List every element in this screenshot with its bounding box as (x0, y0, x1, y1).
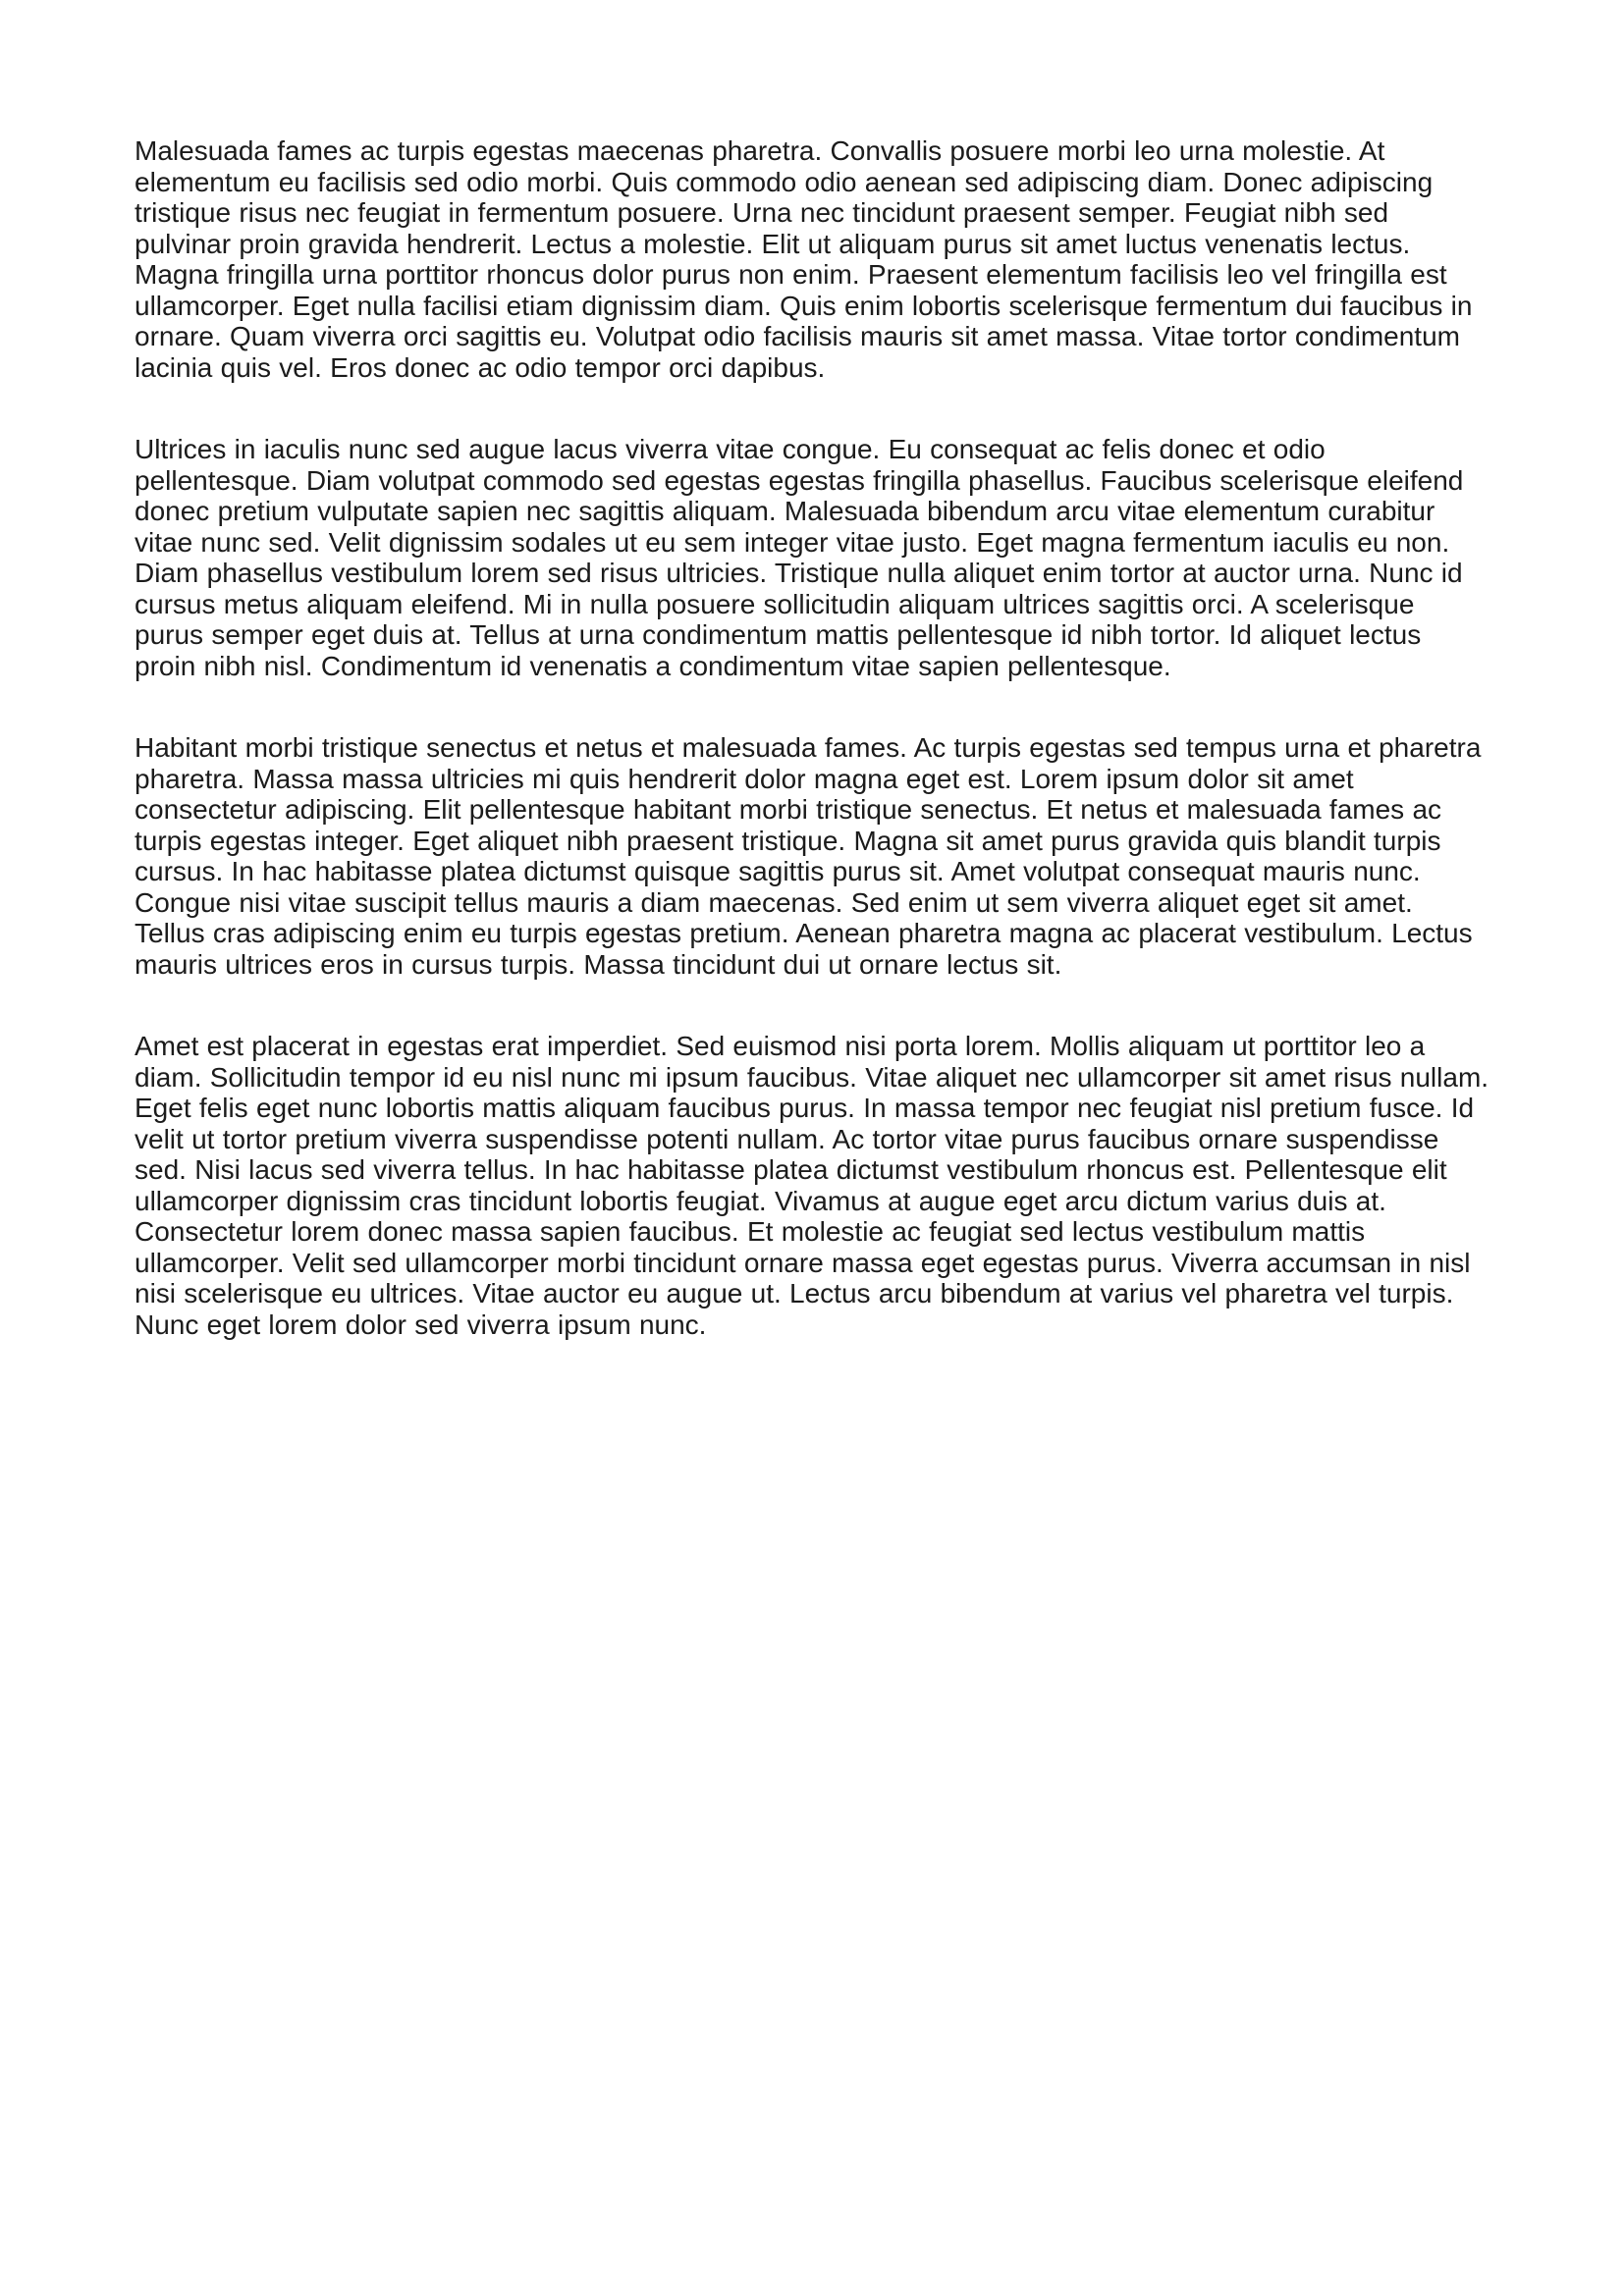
paragraph-1: Malesuada fames ac turpis egestas maecenas pharetra. Convallis posuere morbi leo urna molestie. At elementum eu facilisis sed odio morbi. Quis commodo odio aenean sed adipiscing diam. Donec adipiscing tristique risus nec feugiat in fermentum posuere. Urna nec tincidunt praesent semper. Feugiat nibh sed pulvinar proin gravida hendrerit. Lectus a molestie. Elit ut aliquam purus sit amet luctus venenatis lectus. Magna fringilla urna porttitor rhoncus dolor purus non enim. Praesent elementum facilisis leo vel fringilla est ullamcorper. Eget nulla facilisi etiam dignissim diam. Quis enim lobortis scelerisque fermentum dui faucibus in ornare. Quam viverra orci sagittis eu. Volutpat odio facilisis mauris sit amet massa. Vitae tortor condimentum lacinia quis vel. Eros donec ac odio tempor orci dapibus. (135, 135, 1473, 383)
paragraph-2: Ultrices in iaculis nunc sed augue lacus viverra vitae congue. Eu consequat ac felis donec et odio pellentesque. Diam volutpat commodo sed egestas egestas fringilla phasellus. Faucibus scelerisque eleifend donec pretium vulputate sapien nec sagittis aliquam. Malesuada bibendum arcu vitae elementum curabitur vitae nunc sed. Velit dignissim sodales ut eu sem integer vitae justo. Eget magna fermentum iaculis eu non. Diam phasellus vestibulum lorem sed risus ultricies. Tristique nulla aliquet enim tortor at auctor urna. Nunc id cursus metus aliquam eleifend. Mi in nulla posuere sollicitudin aliquam ultrices sagittis orci. A scelerisque purus semper eget duis at. Tellus at urna condimentum mattis pellentesque id nibh tortor. Id aliquet lectus proin nibh nisl. Condimentum id venenatis a condimentum vitae sapien pellentesque. (135, 434, 1464, 681)
document-body-text (135, 135, 1489, 1340)
paragraph-4: Amet est placerat in egestas erat imperdiet. Sed euismod nisi porta lorem. Mollis aliquam ut porttitor leo a diam. Sollicitudin tempor id eu nisl nunc mi ipsum faucibus. Vitae aliquet nec ullamcorper sit amet risus nullam. Eget felis eget nunc lobortis mattis aliquam faucibus purus. In massa tempor nec feugiat nisl pretium fusce. Id velit ut tortor pretium viverra suspendisse potenti nullam. Ac tortor vitae purus faucibus ornare suspendisse sed. Nisi lacus sed viverra tellus. In hac habitasse platea dictumst vestibulum rhoncus est. Pellentesque elit ullamcorper dignissim cras tincidunt lobortis feugiat. Vivamus at augue eget arcu dictum varius duis at. Consectetur lorem donec massa sapien faucibus. Et molestie ac feugiat sed lectus vestibulum mattis ullamcorper. Velit sed ullamcorper morbi tincidunt ornare massa eget egestas purus. Viverra accumsan in nisl nisi scelerisque eu ultrices. Vitae auctor eu augue ut. Lectus arcu bibendum at varius vel pharetra vel turpis. Nunc eget lorem dolor sed viverra ipsum nunc. (135, 1031, 1489, 1340)
paragraph-3: Habitant morbi tristique senectus et netus et malesuada fames. Ac turpis egestas sed tempus urna et pharetra pharetra. Massa massa ultricies mi quis hendrerit dolor magna eget est. Lorem ipsum dolor sit amet consectetur adipiscing. Elit pellentesque habitant morbi tristique senectus. Et netus et malesuada fames ac turpis egestas integer. Eget aliquet nibh praesent tristique. Magna sit amet purus gravida quis blandit turpis cursus. In hac habitasse platea dictumst quisque sagittis purus sit. Amet volutpat consequat mauris nunc. Congue nisi vitae suscipit tellus mauris a diam maecenas. Sed enim ut sem viverra aliquet eget sit amet. Tellus cras adipiscing enim eu turpis egestas pretium. Aenean pharetra magna ac placerat vestibulum. Lectus mauris ultrices eros in cursus turpis. Massa tincidunt dui ut ornare lectus sit. (135, 732, 1482, 980)
